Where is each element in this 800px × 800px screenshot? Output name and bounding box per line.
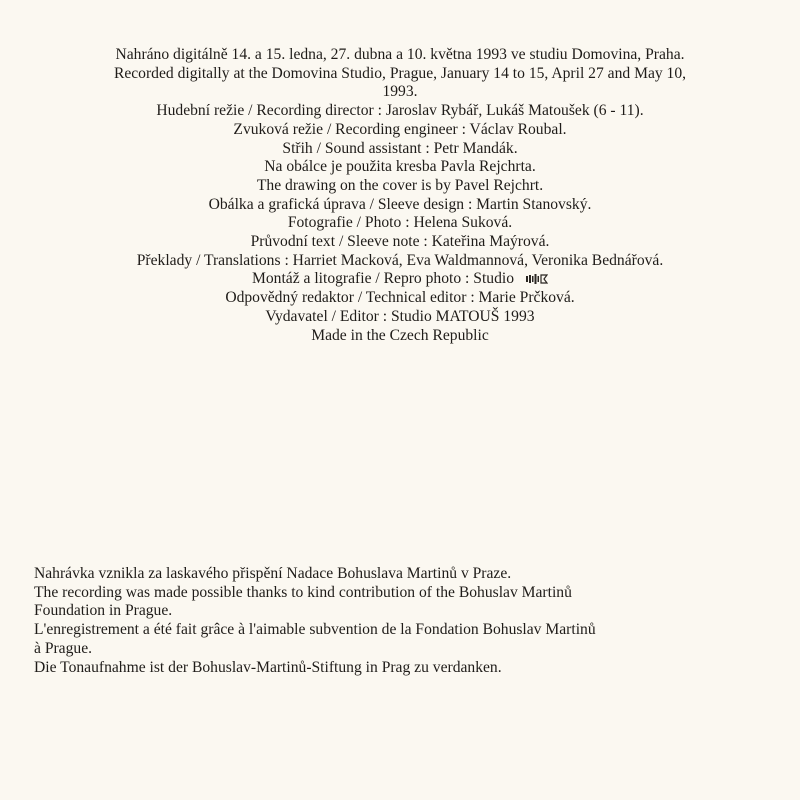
recording-info-cz: Nahráno digitálně 14. a 15. ledna, 27. dubna a 10. května 1993 ve studiu Domovina, Praha. <box>115 46 685 63</box>
studio-logo-icon <box>526 273 548 285</box>
technical-editor: Odpovědný redaktor / Technical editor : Marie Prčková. <box>225 289 575 307</box>
recording-engineer: Zvuková režie / Recording engineer : Václav Roubal. <box>233 120 567 138</box>
support-fr-1: L'enregistrement a été fait grâce à l'aimable subvention de la Fondation Bohuslav Martinů <box>34 621 596 639</box>
recording-info-en: Recorded digitally at the Domovina Studio, Prague, January 14 to 15, April 27 and May 10, <box>113 64 687 82</box>
translations: Překlady / Translations : Harriet Macková, Eva Waldmannová, Veronika Bednářová. <box>136 251 664 269</box>
support-en-1: The recording was made possible thanks to kind contribution of the Bohuslav Martinů <box>34 583 572 601</box>
photo-credit: Fotografie / Photo : Helena Suková. <box>287 214 513 232</box>
support-en-2: Foundation in Prague. <box>34 602 173 620</box>
support-de: Die Tonaufnahme ist der Bohuslav-Martinů-Stiftung in Prag zu verdanken. <box>34 658 502 676</box>
sound-assistant: Střih / Sound assistant : Petr Mandák. <box>282 139 518 157</box>
credits-block <box>30 46 770 345</box>
made-in: Made in the Czech Republic <box>311 326 489 344</box>
repro-photo-text: Montáž a litografie / Repro photo : Studio <box>251 270 515 288</box>
sleeve-note: Průvodní text / Sleeve note : Kateřina Maýrová. <box>250 233 550 251</box>
repro-photo <box>30 270 770 289</box>
support-fr-2: à Prague. <box>34 639 93 657</box>
support-block <box>34 565 754 677</box>
cover-drawing-en: The drawing on the cover is by Pavel Rejchrt. <box>256 176 544 194</box>
recording-director: Hudební režie / Recording director : Jaroslav Rybář, Lukáš Matoušek (6 - 11). <box>156 102 644 120</box>
sleeve-design: Obálka a grafická úprava / Sleeve design : Martin Stanovský. <box>208 195 592 213</box>
recording-info-en-year: 1993. <box>382 83 418 101</box>
cover-drawing-cz: Na obálce je použita kresba Pavla Rejchrta. <box>264 158 536 176</box>
support-cz: Nahrávka vznikla za laskavého přispění Nadace Bohuslava Martinů v Praze. <box>34 565 512 582</box>
editor-publisher: Vydavatel / Editor : Studio MATOUŠ 1993 <box>265 307 535 325</box>
